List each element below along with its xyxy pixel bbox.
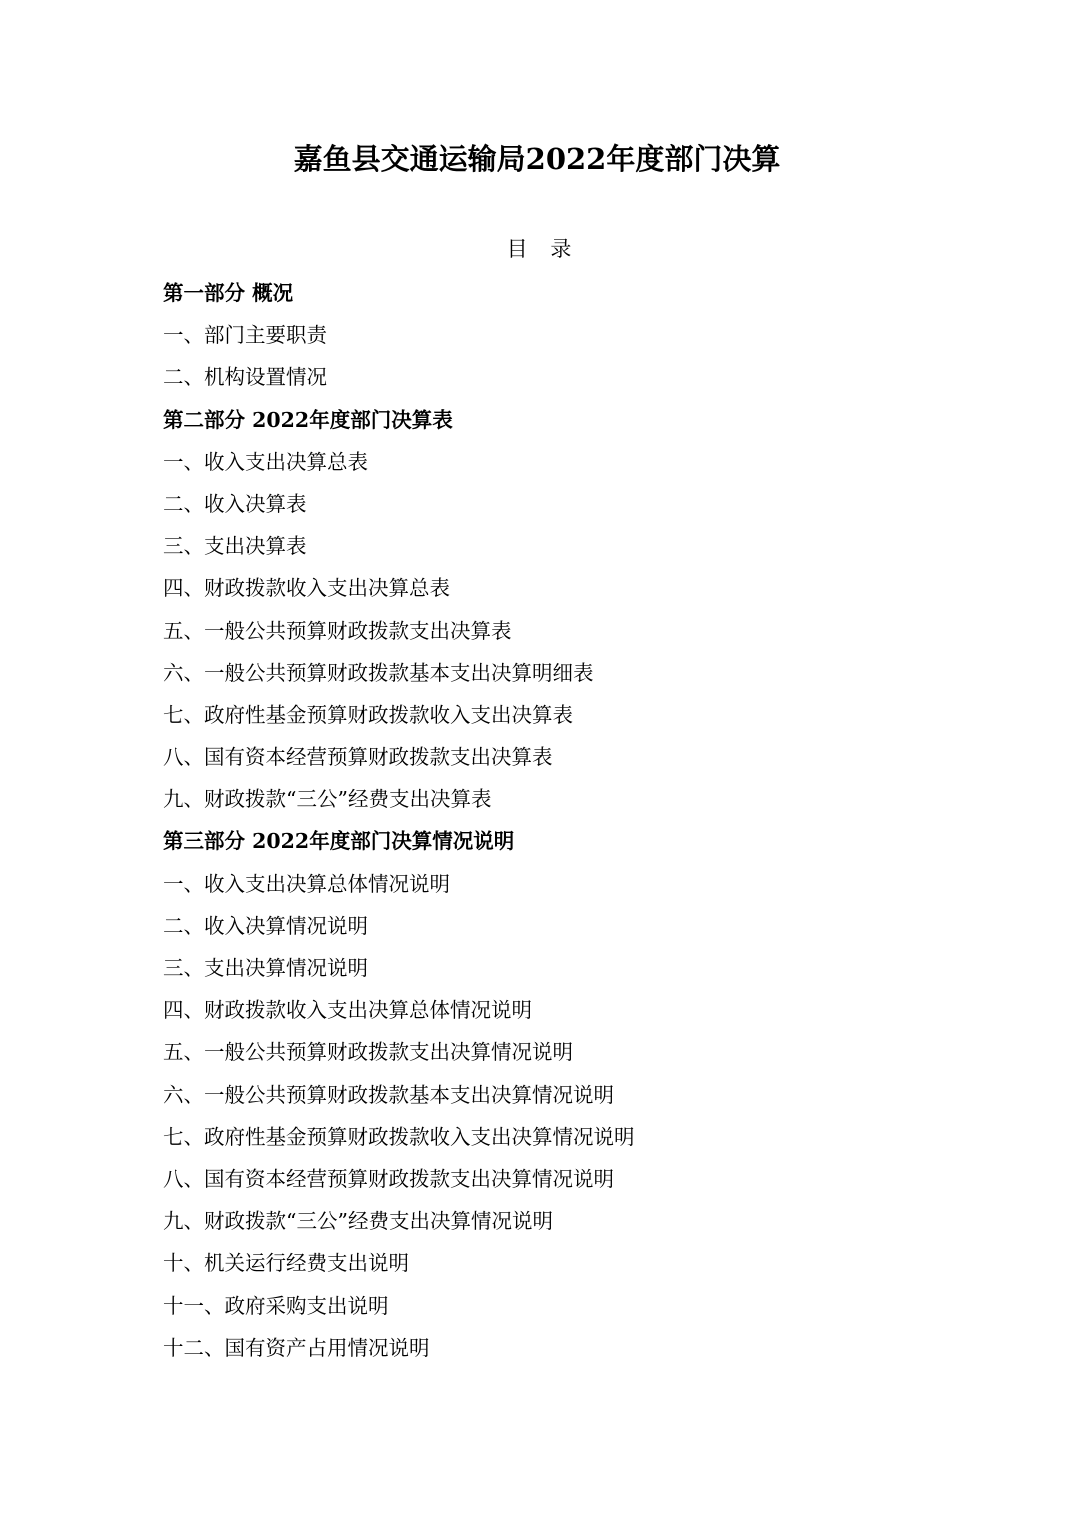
toc-entry: 二、收入决算表 — [163, 491, 307, 516]
toc-entry: 六、一般公共预算财政拨款基本支出决算明细表 — [163, 660, 594, 685]
toc-entry: 八、国有资本经营预算财政拨款支出决算情况说明 — [163, 1166, 614, 1191]
toc-entry: 七、政府性基金预算财政拨款收入支出决算情况说明 — [163, 1124, 635, 1149]
toc-entry: 四、财政拨款收入支出决算总表 — [163, 576, 450, 601]
toc-entry: 九、财政拨款“三公”经费支出决算表 — [163, 787, 492, 812]
toc-entry: 一、收入支出决算总表 — [163, 449, 368, 474]
toc-entry: 三、支出决算表 — [163, 534, 307, 559]
table-of-contents — [163, 276, 635, 1373]
toc-entry: 一、部门主要职责 — [163, 323, 327, 348]
toc-entry: 九、财政拨款“三公”经费支出决算情况说明 — [163, 1209, 553, 1234]
toc-entry: 七、政府性基金预算财政拨款收入支出决算表 — [163, 702, 573, 727]
toc-entry: 八、国有资本经营预算财政拨款支出决算表 — [163, 745, 553, 770]
toc-entry: 六、一般公共预算财政拨款基本支出决算情况说明 — [163, 1082, 614, 1107]
toc-part-heading: 第一部分 概况 — [163, 281, 294, 305]
toc-entry: 五、一般公共预算财政拨款支出决算表 — [163, 618, 512, 643]
toc-entry: 十二、国有资产占用情况说明 — [163, 1335, 430, 1360]
toc-part-heading: 第二部分 2022年度部门决算表 — [163, 407, 453, 432]
toc-entry: 一、收入支出决算总体情况说明 — [163, 871, 450, 896]
document-title: 嘉鱼县交通运输局2022年度部门决算 — [293, 142, 781, 176]
toc-entry: 十一、政府采购支出说明 — [163, 1293, 389, 1318]
toc-entry: 五、一般公共预算财政拨款支出决算情况说明 — [163, 1040, 573, 1065]
toc-entry: 四、财政拨款收入支出决算总体情况说明 — [163, 998, 532, 1023]
toc-part-heading: 第三部分 2022年度部门决算情况说明 — [163, 829, 515, 854]
toc-heading: 目 录 — [506, 237, 572, 261]
toc-entry: 二、机构设置情况 — [163, 365, 327, 390]
toc-entry: 三、支出决算情况说明 — [163, 956, 368, 980]
toc-entry: 二、收入决算情况说明 — [163, 913, 368, 938]
toc-entry: 十、机关运行经费支出说明 — [163, 1251, 409, 1276]
